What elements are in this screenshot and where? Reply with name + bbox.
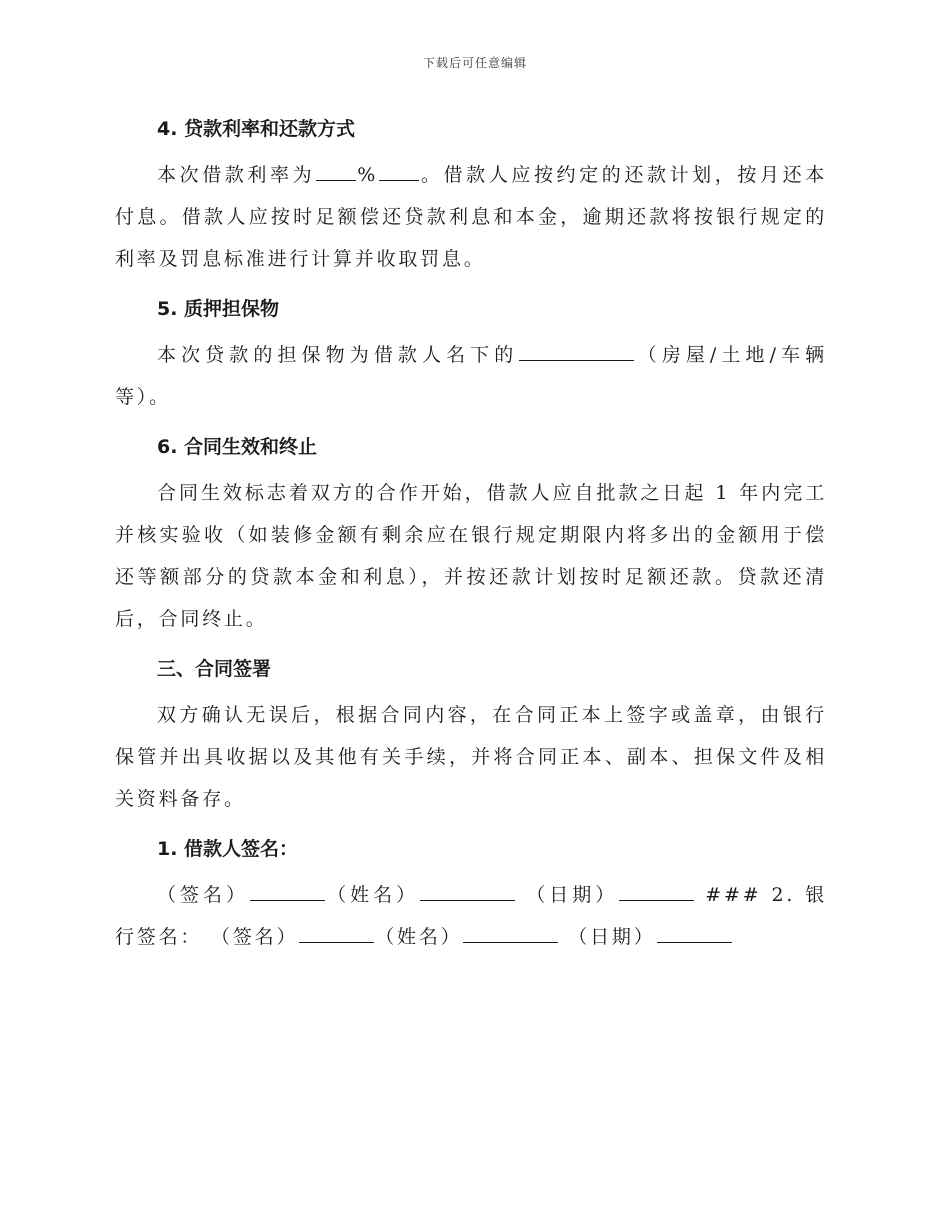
section-5-paragraph xyxy=(115,334,827,418)
borrower-name-label: （姓名） xyxy=(325,884,420,906)
bank-date-label: （日期） xyxy=(568,926,656,948)
bank-signature-lead: ### 2. 银行签名： xyxy=(115,884,828,948)
borrower-signature-heading: 1. 借款人签名： xyxy=(157,838,299,860)
interest-rate-text: 。借款人应按约定的还款计划，按月还本付息。借款人应按时足额偿还贷款利息和本金，逾期还款将按银行规定的利率及罚息标准进行计算并收取罚息。 xyxy=(115,164,828,270)
bank-sign-blank[interactable] xyxy=(299,922,374,943)
borrower-date-blank[interactable] xyxy=(619,880,694,901)
bank-name-label: （姓名） xyxy=(375,926,463,948)
borrower-date-label: （日期） xyxy=(526,884,619,906)
interest-rate-lead: 本次借款利率为 xyxy=(157,164,316,186)
percent-sign: % xyxy=(357,164,379,186)
section-6-heading: 6. 合同生效和终止 xyxy=(157,436,318,458)
section-three-paragraph: 双方确认无误后，根据合同内容，在合同正本上签字或盖章，由银行保管并出具收据以及其他有关手续，并将合同正本、副本、担保文件及相关资料备存。 xyxy=(115,704,827,810)
interest-rate-type-blank[interactable] xyxy=(379,160,419,181)
collateral-blank[interactable] xyxy=(519,340,634,361)
header-note: 下载后可任意编辑 xyxy=(422,56,527,70)
borrower-sign-label: （签名） xyxy=(157,884,249,906)
signature-block xyxy=(115,874,827,958)
borrower-name-blank[interactable] xyxy=(420,880,515,901)
bank-date-blank[interactable] xyxy=(657,922,732,943)
section-4-paragraph xyxy=(115,154,827,280)
collateral-types: （房屋/土地/车辆等）。 xyxy=(115,344,827,408)
interest-rate-blank[interactable] xyxy=(316,160,356,181)
section-4-heading: 4. 贷款利率和还款方式 xyxy=(157,118,356,140)
section-6-paragraph: 合同生效标志着双方的合作开始，借款人应自批款之日起 1 年内完工并核实验收（如装修金额有剩余应在银行规定期限内将多出的金额用于偿还等额部分的贷款本金和利息），并按还款计划按时足额还款。贷款还清后，合同终止。 xyxy=(115,482,827,630)
borrower-sign-blank[interactable] xyxy=(250,880,325,901)
section-three-heading: 三、合同签署 xyxy=(157,658,272,680)
bank-sign-label: （签名） xyxy=(211,926,299,948)
document-body xyxy=(115,108,827,963)
collateral-lead: 本次贷款的担保物为借款人名下的 xyxy=(157,344,519,366)
bank-name-blank[interactable] xyxy=(463,922,558,943)
section-5-heading: 5. 质押担保物 xyxy=(157,298,280,320)
